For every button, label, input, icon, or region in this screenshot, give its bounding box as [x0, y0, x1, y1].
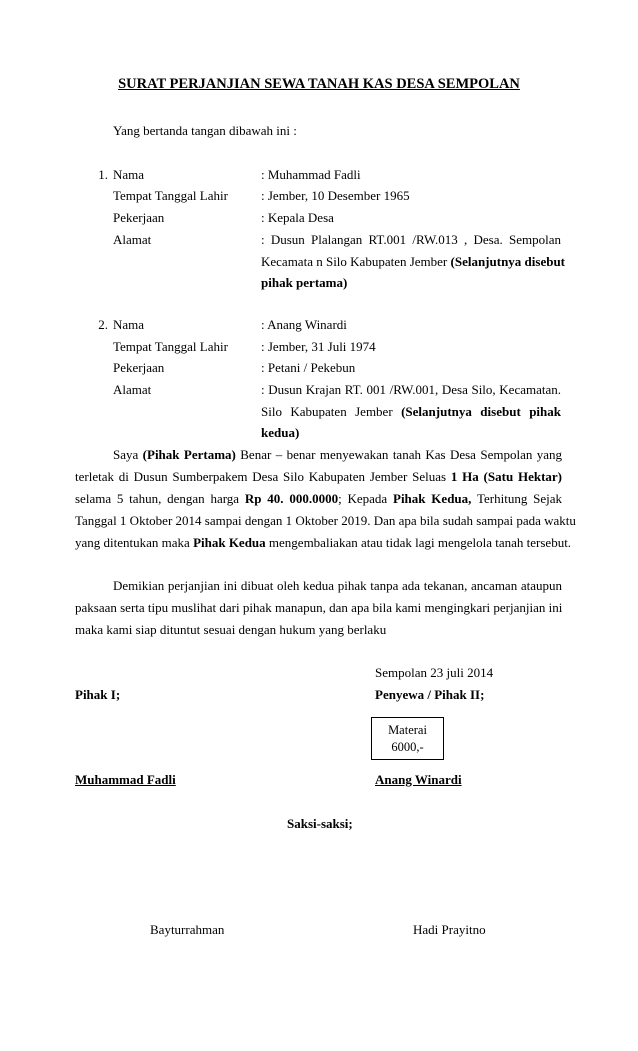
party-2-address-text: Silo Kabupaten Jember	[261, 404, 402, 419]
party-2-job-value: : Petani / Pekebun	[261, 360, 356, 375]
materai-stamp-box	[371, 717, 444, 760]
paragraph-2-line-3: maka kami siap dituntut sesuai dengan hukum yang berlaku	[75, 622, 387, 637]
rent-price: Rp 40. 000.0000	[244, 491, 339, 506]
paragraph-2-line-2: paksaan serta tipu muslihat dari pihak manapun, dan apa bila kami mengingkari perjanjian ini	[75, 600, 563, 615]
party-1-birth-label: Tempat Tanggal Lahir	[113, 188, 228, 203]
party-2-designation: (Selanjutnya disebut pihak	[401, 404, 561, 419]
text-span: Saya	[113, 447, 143, 462]
first-party-signature-name: Muhammad Fadli	[75, 772, 176, 787]
paragraph-1-line-2	[75, 469, 562, 485]
party-1-address-line-1: : Dusun Plalangan RT.001 /RW.013 , Desa. Sempolan	[261, 232, 561, 247]
party-2-address-line-1: : Dusun Krajan RT. 001 /RW.001, Desa Silo, Kecamatan.	[261, 382, 561, 397]
paragraph-1-line-4: Tanggal 1 Oktober 2014 sampai dengan 1 Oktober 2019. Dan apa bila sudah sampai pada waktu	[75, 513, 576, 528]
paragraph-2-line-1: Demikian perjanjian ini dibuat oleh kedua pihak tanpa ada tekanan, ancaman ataupun	[113, 578, 562, 593]
party-2-birth-label: Tempat Tanggal Lahir	[113, 339, 228, 354]
first-party-label: Pihak I;	[75, 687, 121, 702]
text-span: selama 5 tahun, dengan harga	[75, 491, 245, 506]
party-2-birth-value: : Jember, 31 Juli 1974	[261, 339, 376, 354]
text-span: Terhitung Sejak	[471, 491, 562, 506]
party-2-address-label: Alamat	[113, 382, 152, 397]
party-2-designation-end: kedua)	[261, 425, 300, 440]
party-1-address-label: Alamat	[113, 232, 152, 247]
materai-label: Materai	[388, 723, 427, 737]
party-second-ref: Pihak Kedua	[193, 535, 266, 550]
land-area: 1 Ha (Satu Hektar)	[450, 469, 563, 484]
party-2-address-line-2	[261, 404, 561, 420]
paragraph-1-line-5	[75, 535, 571, 551]
party-2-number: 2.	[98, 317, 108, 332]
text-span: ; Kepada	[338, 491, 393, 506]
intro-text: Yang bertanda tangan dibawah ini :	[113, 123, 297, 138]
text-span: terletak di Dusun Sumberpakem Desa Silo Kabupaten Jember Seluas	[75, 469, 451, 484]
party-2-name-value: : Anang Winardi	[261, 317, 347, 332]
party-second-ref: Pihak Kedua,	[393, 491, 472, 506]
party-1-designation: (Selanjutnya disebut	[450, 254, 566, 269]
party-1-address-line-2	[261, 254, 566, 270]
party-1-designation-end: pihak pertama)	[261, 275, 348, 290]
text-span: yang ditentukan maka	[75, 535, 194, 550]
party-1-address-text: Kecamata n Silo Kabupaten Jember	[261, 254, 451, 269]
party-2-name-label: Nama	[113, 317, 145, 332]
party-1-job-label: Pekerjaan	[113, 210, 165, 225]
paragraph-1-line-3	[75, 491, 562, 507]
party-2-job-label: Pekerjaan	[113, 360, 165, 375]
materai-value: 6000,-	[391, 740, 424, 754]
party-1-number: 1.	[98, 167, 108, 182]
party-1-name-value: : Muhammad Fadli	[261, 167, 361, 182]
witness-1-name: Bayturrahman	[150, 922, 225, 937]
witness-label: Saksi-saksi;	[287, 816, 353, 831]
text-span: Benar – benar menyewakan tanah Kas Desa Sempolan yang	[235, 447, 562, 462]
witness-2-name: Hadi Prayitno	[413, 922, 486, 937]
party-1-job-value: : Kepala Desa	[261, 210, 334, 225]
document-title: SURAT PERJANJIAN SEWA TANAH KAS DESA SEMPOLAN	[118, 76, 520, 92]
paragraph-1-line-1	[113, 447, 562, 463]
party-first-ref: (Pihak Pertama)	[142, 447, 236, 462]
text-span: mengembaliakan atau tidak lagi mengelola tanah tersebut.	[265, 535, 572, 550]
place-date: Sempolan 23 juli 2014	[375, 665, 494, 680]
second-party-label: Penyewa / Pihak II;	[375, 687, 485, 702]
second-party-signature-name: Anang Winardi	[375, 772, 462, 787]
party-1-birth-value: : Jember, 10 Desember 1965	[261, 188, 410, 203]
party-1-name-label: Nama	[113, 167, 145, 182]
